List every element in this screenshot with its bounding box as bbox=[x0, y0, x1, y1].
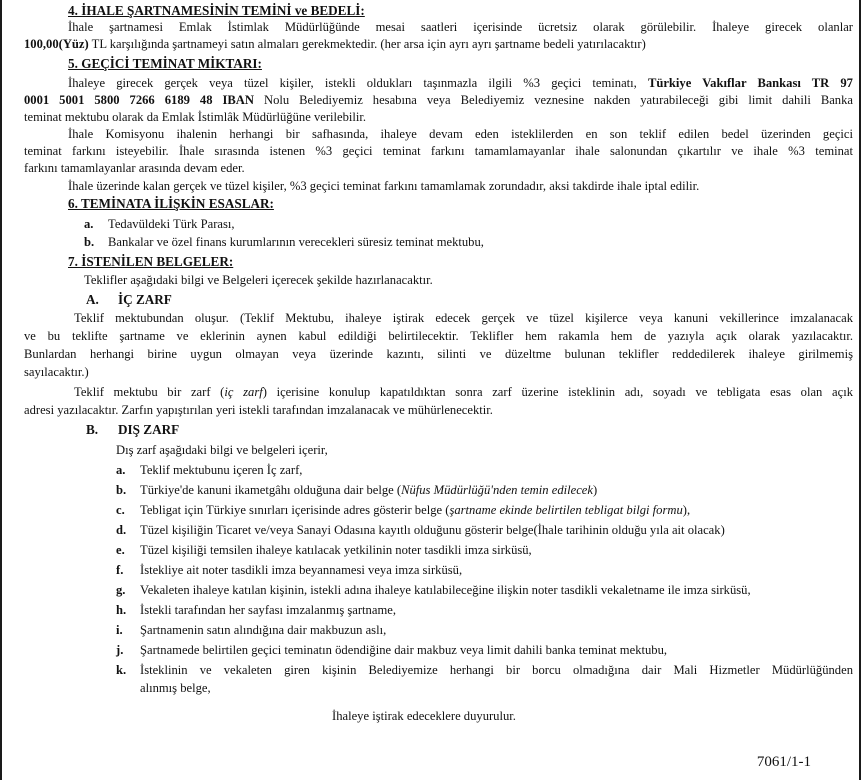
section-5-heading: 5. GEÇİCİ TEMİNAT MİKTARI: bbox=[68, 56, 262, 71]
item-italic: Nüfus Müdürlüğü'nden temin edilecek bbox=[401, 483, 593, 497]
list-item bbox=[116, 522, 725, 538]
inner-text: ) içerisine konulup kapatıldıktan sonra zarf üzerine isteklinin adı, soyadı ve tebligata esas olan açık bbox=[262, 385, 853, 399]
subsection-title: DIŞ ZARF bbox=[118, 422, 180, 437]
list-item bbox=[116, 502, 690, 518]
inner-italic: iç zarf bbox=[224, 385, 263, 399]
item-label: k. bbox=[116, 663, 127, 677]
iban-number: 0001 5001 5800 7266 6189 48 IBAN bbox=[24, 93, 254, 107]
list-item bbox=[116, 542, 532, 558]
list-item bbox=[116, 562, 462, 578]
inner-line6: adresi yazılacaktır. Zarfın yapıştırılan yeri istekli tarafından imzalanacak ve mühürlenecektir. bbox=[24, 403, 493, 417]
sec4-line1 bbox=[24, 19, 853, 35]
item-text: İstekliye ait noter tasdikli imza beyannamesi veya imza sirküsü, bbox=[140, 563, 463, 577]
item-text: Şartnamede belirtilen geçici teminatın ödendiğine dair makbuz veya limit dahili banka teminat mektubu, bbox=[140, 643, 668, 657]
sec5-line4: İhale Komisyonu ihalenin herhangi bir safhasında, ihaleye devam eden isteklilerden en son teklif edilen bedel üzerinden geçici bbox=[68, 127, 853, 141]
item-text: Teklif mektubunu içeren İç zarf, bbox=[140, 463, 303, 477]
item-text: İsteklinin ve vekaleten giren kişinin Belediyemize herhangi bir borcu olmadığına dair Mali Hizmetler Müdürlüğünden bbox=[140, 663, 853, 677]
item-text: Tebligat için Türkiye sınırları içerisinde adres gösterir belge ( bbox=[140, 503, 450, 517]
inner-envelope-heading bbox=[86, 292, 172, 308]
fee-amount: 100,00(Yüz) bbox=[24, 37, 89, 51]
inner-line1: Teklif mektubundan oluşur. (Teklif Mektubu, ihaleye iştirak edecek gerçek ve tüzel kişilerce veya kanuni vekillerince imzalanacak bbox=[74, 311, 853, 325]
item-text: Bankalar ve özel finans kurumlarının verecekleri süresiz teminat mektubu, bbox=[108, 235, 484, 249]
document-code: 7061/1-1 bbox=[756, 754, 811, 770]
item-label: j. bbox=[116, 643, 124, 657]
inner-line5 bbox=[24, 384, 853, 400]
item-italic: şartname ekinde belirtilen tebligat bilgi formu bbox=[449, 503, 683, 517]
list-item bbox=[116, 582, 751, 598]
item-text: Türkiye'de kanuni ikametgâhı olduğuna dair belge ( bbox=[140, 483, 402, 497]
item-text: İstekli tarafından her sayfası imzalanmış şartname, bbox=[140, 603, 396, 617]
section-6-heading: 6. TEMİNATA İLİŞKİN ESASLAR: bbox=[68, 196, 274, 211]
item-label: d. bbox=[116, 523, 127, 537]
item-text: Vekaleten ihaleye katılan kişinin, istekli adına ihaleye katılabileceğine ilişkin noter tasdikli vekaletname ile imza sirküsü, bbox=[140, 583, 751, 597]
inner-line4: sayılacaktır.) bbox=[24, 365, 89, 379]
list-item bbox=[116, 602, 396, 618]
sec5-line6: farkını tamamlayanlar arasında devam eder. bbox=[24, 161, 245, 175]
outer-envelope-heading bbox=[86, 422, 179, 438]
section-7-heading: 7. İSTENİLEN BELGELER: bbox=[68, 254, 234, 269]
closing-statement: İhaleye iştirak edeceklere duyurulur. bbox=[332, 709, 516, 723]
list-item bbox=[84, 234, 484, 250]
item-label: b. bbox=[116, 483, 127, 497]
list-item bbox=[116, 642, 667, 658]
list-item bbox=[116, 622, 386, 638]
item-text: Tedavüldeki Türk Parası, bbox=[108, 217, 235, 231]
inner-line3: Bunlardan herhangi birine uygun olmayan veya üzerinde kazıntı, silinti ve düzeltme bulunan teklifler reddedilerek ihaleye girilmemiş bbox=[24, 347, 853, 361]
item-text: ) bbox=[592, 483, 598, 497]
sec5-line7: İhale üzerinde kalan gerçek ve tüzel kişiler, %3 geçici teminat farkını tamamlamak zorundadır, aksi takdirde ihale iptal edilir. bbox=[68, 179, 700, 193]
subsection-label: B. bbox=[86, 422, 99, 437]
sec7-intro: Teklifler aşağıdaki bilgi ve Belgeleri içerecek şekilde hazırlanacaktır. bbox=[84, 273, 433, 287]
sec5-line2 bbox=[24, 92, 853, 108]
bank-name: Türkiye Vakıflar Bankası TR 97 bbox=[647, 76, 853, 90]
item-text: Şartnamenin satın alındığına dair makbuzun aslı, bbox=[140, 623, 387, 637]
sec4-text: TL karşılığında şartnameyi satın almaları gerekmektedir. (her arsa için ayrı ayrı şartname bedeli yatırılacaktır) bbox=[88, 37, 646, 51]
item-label: c. bbox=[116, 503, 125, 517]
sec5-line5: teminat farkını isteyebilir. İhale sırasında istenen %3 geçici teminat farkını tamamlamayanlar ihale salonundan çıkartılır ve ihale %3 teminat bbox=[24, 144, 853, 158]
sec5-text: Nolu Belediyemiz hesabına veya Belediyemiz veznesine nakden yatırabileceği gibi limit dahili Banka bbox=[253, 93, 853, 107]
item-text: ), bbox=[682, 503, 691, 517]
item-label: h. bbox=[116, 603, 127, 617]
item-label: e. bbox=[116, 543, 125, 557]
item-label: a. bbox=[84, 217, 94, 231]
outer-intro: Dış zarf aşağıdaki bilgi ve belgeleri içerir, bbox=[116, 443, 328, 457]
list-item bbox=[84, 216, 235, 232]
list-item bbox=[116, 662, 853, 678]
list-item bbox=[116, 462, 302, 478]
item-label: f. bbox=[116, 563, 124, 577]
sec4-line2 bbox=[24, 36, 646, 52]
inner-text: Teklif mektubu bir zarf ( bbox=[74, 385, 225, 399]
list-item-continuation: alınmış belge, bbox=[140, 681, 211, 695]
sec5-text: İhaleye girecek gerçek veya tüzel kişiler, istekli oldukları taşınmazla ilgili %3 geçici teminatı, bbox=[68, 76, 648, 90]
item-label: g. bbox=[116, 583, 126, 597]
item-text: Tüzel kişiliği temsilen ihaleye katılacak yetkilinin noter tasdikli imza sirküsü, bbox=[140, 543, 532, 557]
inner-line2: ve bu teklifte şartname ve eklerinin aynen kabul edildiği belirtilecektir. Teklifler hem rakamla hem de yazıyla açık olarak yazılacaktır. bbox=[24, 329, 853, 343]
sec5-line3: teminat mektubu olarak da Emlak İstimlâk Müdürlüğüne verilebilir. bbox=[24, 110, 367, 124]
list-item bbox=[116, 482, 597, 498]
item-label: b. bbox=[84, 235, 95, 249]
sec4-text: İhale şartnamesi Emlak İstimlak Müdürlüğünde mesai saatleri içerisinde ücretsiz olarak görülebilir. İhaleye girecek olanlar bbox=[68, 20, 853, 34]
section-4-heading: 4. İHALE ŞARTNAMESİNİN TEMİNİ ve BEDELİ: bbox=[68, 3, 365, 18]
subsection-label: A. bbox=[86, 292, 99, 307]
item-label: i. bbox=[116, 623, 123, 637]
item-text: Tüzel kişiliğin Ticaret ve/veya Sanayi Odasına kayıtlı olduğunu gösterir belge(İhale tarihinin olduğu yıla ait olacak) bbox=[140, 523, 725, 537]
item-label: a. bbox=[116, 463, 126, 477]
subsection-title: İÇ ZARF bbox=[118, 292, 172, 307]
sec5-line1 bbox=[24, 75, 853, 91]
